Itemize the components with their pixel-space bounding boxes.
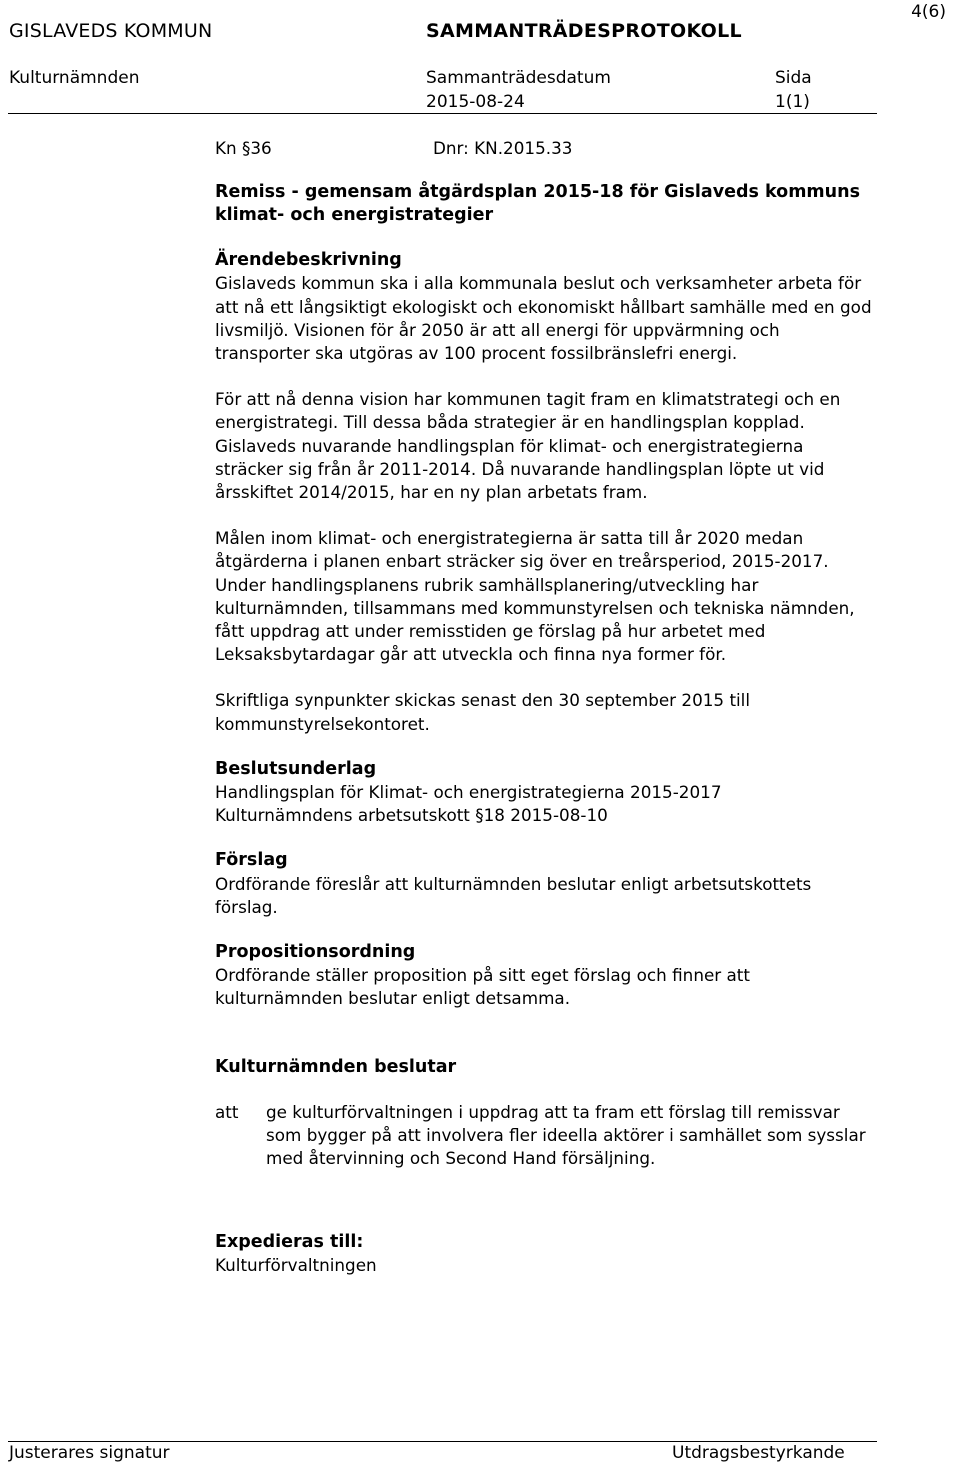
description-heading: Ärendebeskrivning — [215, 250, 402, 271]
organization-name: GISLAVEDS KOMMUN — [9, 20, 213, 42]
decision-label: att — [215, 1101, 239, 1122]
case-number: Kn §36 — [215, 138, 272, 158]
header-divider — [8, 113, 877, 114]
basis-heading: Beslutsunderlag — [215, 758, 377, 779]
signature-label: Justerares signatur — [9, 1443, 170, 1463]
decision-item — [215, 1101, 875, 1171]
case-dnr: Dnr: KN.2015.33 — [433, 138, 573, 158]
basis-item: Kulturnämndens arbetsutskott §18 2015-08-10 — [215, 805, 608, 826]
proposal-heading: Förslag — [215, 850, 288, 871]
dispatch-heading: Expedieras till: — [215, 1231, 364, 1252]
description-paragraph: Gislaveds kommun ska i alla kommunala beslut och verksamheter arbeta för att nå ett långsiktigt ekologiskt och ekonomiskt hållbart samhälle med en god livsmiljö. Visionen för år 2050 är att all energi för uppvärmning och transporter ska utgöras av 100 procent fossilbränslefri energi. — [215, 273, 872, 364]
description-paragraph: Målen inom klimat- och energistrategierna är satta till år 2020 medan åtgärderna i planen enbart sträcker sig över en treårsperiod, 2015-2017. Under handlingsplanens rubrik samhällsplanering/utveckling har kulturnämnden, tillsammans med kommunstyrelsen och tekniska nämnden, fått uppdrag att under remisstiden ge förslag på hur arbetet med Leksaksbytardagar går att utveckla och finna nya former för. — [215, 528, 855, 665]
committee-name: Kulturnämnden — [9, 68, 140, 88]
case-reference — [215, 137, 875, 160]
page-label: Sida — [775, 68, 812, 88]
footer-divider — [8, 1441, 877, 1442]
meeting-date-label: Sammanträdesdatum — [426, 68, 611, 88]
dispatch-recipient: Kulturförvaltningen — [215, 1254, 377, 1275]
basis-item: Handlingsplan för Klimat- och energistrategierna 2015-2017 — [215, 782, 722, 803]
proposal-text: Ordförande föreslår att kulturnämnden beslutar enligt arbetsutskottets förslag. — [215, 873, 812, 917]
page-value: 1(1) — [775, 92, 810, 112]
protocol-body — [215, 137, 875, 1277]
case-title: Remiss - gemensam åtgärdsplan 2015-18 för Gislaveds kommuns klimat- och energistrategier — [215, 182, 861, 226]
decision-heading: Kulturnämnden beslutar — [215, 1056, 457, 1077]
decision-text: ge kulturförvaltningen i uppdrag att ta fram ett förslag till remissvar som bygger på att involvera fler ideella aktörer i samhället som sysslar med återvinning och Second Hand försäljning. — [266, 1101, 866, 1169]
order-text: Ordförande ställer proposition på sitt eget förslag och finner att kulturnämnden beslutar enligt detsamma. — [215, 965, 750, 1009]
description-paragraph: För att nå denna vision har kommunen tagit fram en klimatstrategi och en energistrategi. Till dessa båda strategier är en handlingsplan kopplad. Gislaveds nuvarande handlingsplan för klimat- och energistrategierna sträcker sig från år 2011-2014. Då nuvarande handlingsplan löpte ut vid årsskiftet 2014/2015, har en ny plan arbetats fram. — [215, 389, 841, 503]
meeting-date-value: 2015-08-24 — [426, 92, 525, 112]
order-heading: Propositionsordning — [215, 942, 416, 963]
document-type: SAMMANTRÄDESPROTOKOLL — [426, 20, 742, 42]
description-paragraph: Skriftliga synpunkter skickas senast den 30 september 2015 till kommunstyrelsekontoret. — [215, 690, 751, 734]
page-number: 4(6) — [911, 2, 946, 22]
extract-label: Utdragsbestyrkande — [672, 1443, 845, 1463]
